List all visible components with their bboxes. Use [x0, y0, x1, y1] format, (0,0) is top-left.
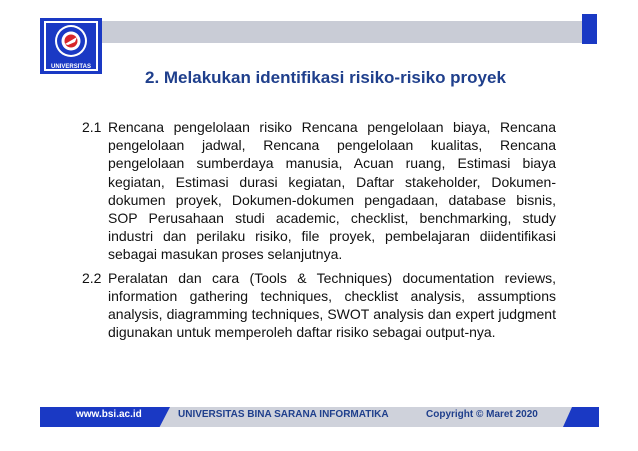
footer-university-name: UNIVERSITAS BINA SARANA INFORMATIKA: [178, 409, 389, 420]
item-number: 2.2: [82, 269, 102, 286]
item-number: 2.1: [82, 119, 102, 135]
list-item: [82, 269, 556, 342]
university-logo: [40, 18, 102, 74]
content-list: [82, 118, 556, 346]
logo-text: UNIVERSITAS: [51, 64, 91, 70]
page-title: 2. Melakukan identifikasi risiko-risiko proyek: [145, 68, 506, 87]
footer-copyright: Copyright © Maret 2020: [426, 409, 538, 420]
list-item: [82, 118, 556, 264]
item-text: Peralatan dan cara (Tools & Techniques) documentation reviews, information gathering techniques, checklist analysis, assumptions analysis, diagramming techniques, SWOT analysis dan expert judgment digunakan untuk memperoleh daftar risiko sebagai output-nya.: [108, 269, 556, 341]
logo-emblem-icon: [40, 18, 102, 74]
footer-website-link[interactable]: www.bsi.ac.id: [76, 409, 142, 420]
item-text: Rencana pengelolaan risiko Rencana pengelolaan biaya, Rencana pengelolaan jadwal, Rencana pengelolaan kualitas, Rencana pengelolaan sumberdaya manusia, Acuan ruang, Estimasi biaya kegiatan, Estimasi durasi kegiatan, Daftar stakeholder, Dokumen-dokumen proyek, Dokumen-dokumen pengadaan, database bisnis, SOP Perusahaan studi academic, checklist, benchmarking, study industri dan perilaku risiko, file proyek, pembelajaran diidentifikasi sebagai masukan proses selanjutnya.: [108, 119, 556, 263]
header-accent-block: [582, 14, 597, 44]
header-decorative-bar: [56, 21, 597, 43]
